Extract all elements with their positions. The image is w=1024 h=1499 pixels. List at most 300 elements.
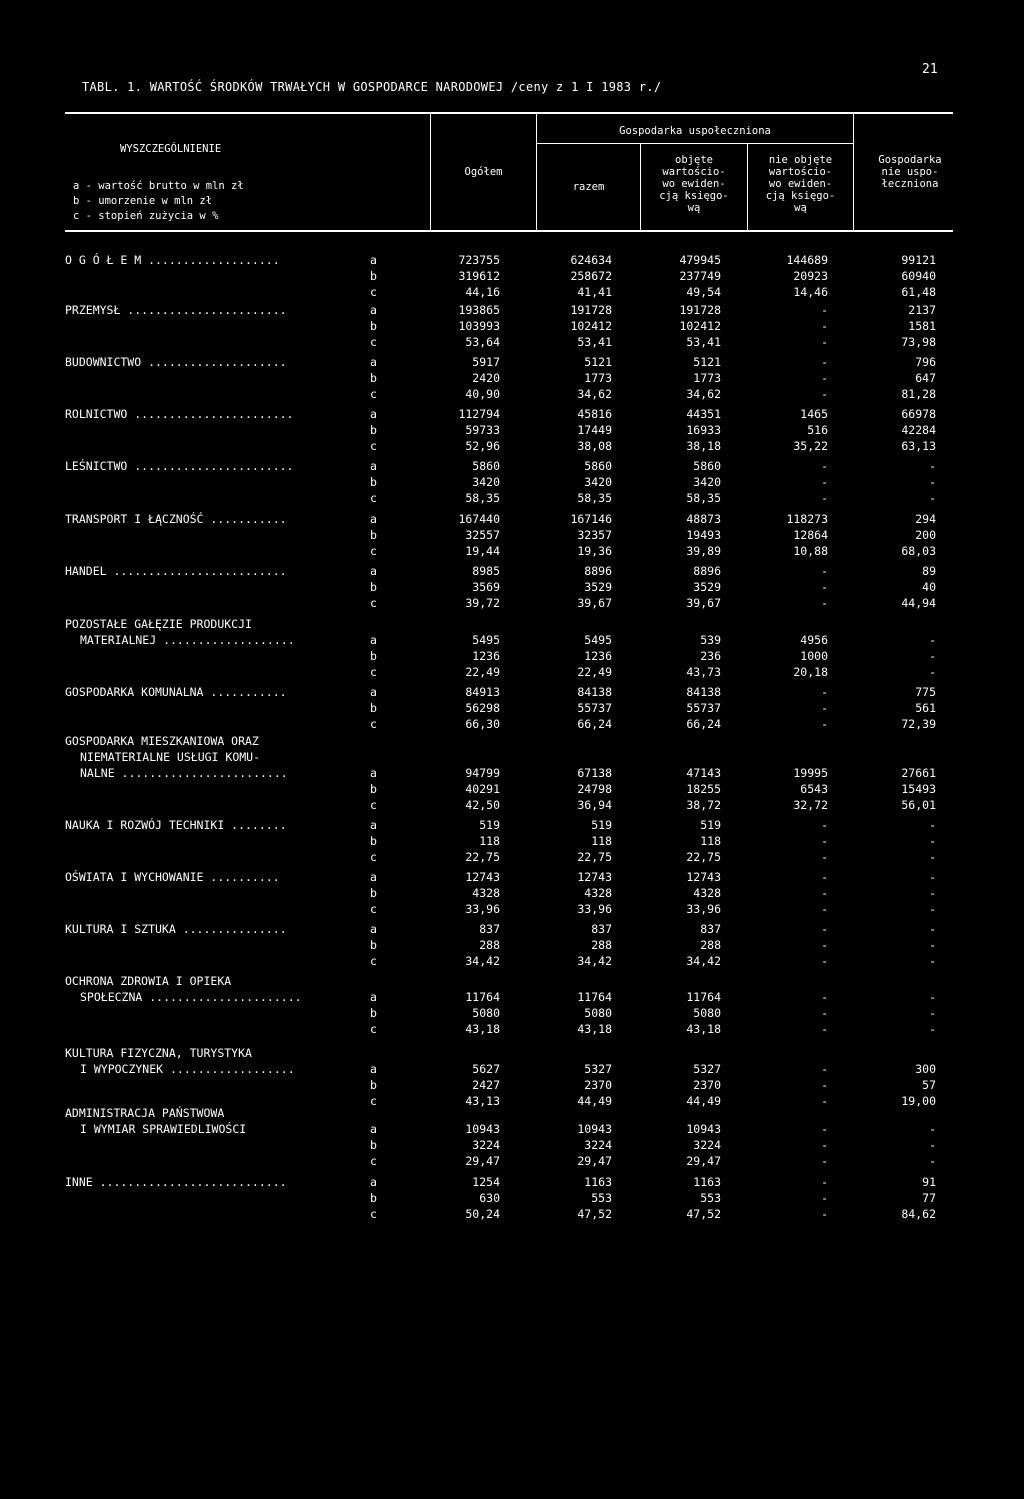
table-cell: -: [821, 371, 828, 385]
table-cell: -: [929, 818, 936, 832]
row-indicator: b: [370, 1191, 377, 1205]
table-row: [0, 954, 1024, 970]
table-cell: 44,94: [901, 596, 936, 610]
table-cell: 81,28: [901, 387, 936, 401]
table-row: [0, 870, 1024, 886]
table-cell: 41,41: [577, 285, 612, 299]
table-cell: 118: [479, 834, 500, 848]
row-label: ADMINISTRACJA PAŃSTWOWA: [65, 1106, 225, 1120]
table-row: [0, 253, 1024, 269]
row-indicator: b: [370, 938, 377, 952]
row-label: NAUKA I ROZWÓJ TECHNIKI ........: [65, 818, 287, 832]
table-row: [0, 922, 1024, 938]
row-indicator: a: [370, 990, 377, 1004]
table-row: [0, 439, 1024, 455]
table-cell: 1163: [693, 1175, 721, 1189]
row-label: LEŚNICTWO .......................: [65, 459, 294, 473]
table-row: [0, 1006, 1024, 1022]
table-row: [0, 1175, 1024, 1191]
header-ogolem: Ogółem: [464, 166, 503, 178]
table-row: [0, 459, 1024, 475]
table-cell: 288: [700, 938, 721, 952]
table-cell: 167146: [570, 512, 612, 526]
table-row: [0, 1207, 1024, 1223]
table-cell: 63,13: [901, 439, 936, 453]
table-cell: 837: [479, 922, 500, 936]
table-row: [0, 491, 1024, 507]
table-cell: 1773: [584, 371, 612, 385]
table-cell: 43,18: [465, 1022, 500, 1036]
table-cell: 3224: [584, 1138, 612, 1152]
table-cell: 29,47: [465, 1154, 500, 1168]
table-cell: 84913: [465, 685, 500, 699]
header-group-rule: [536, 143, 853, 144]
table-cell: 1236: [472, 649, 500, 663]
table-cell: 56,01: [901, 798, 936, 812]
row-label: OCHRONA ZDROWIA I OPIEKA: [65, 974, 232, 988]
table-cell: -: [821, 922, 828, 936]
table-cell: 10943: [465, 1122, 500, 1136]
table-cell: 40,90: [465, 387, 500, 401]
table-cell: -: [821, 1207, 828, 1221]
table-cell: 19493: [686, 528, 721, 542]
table-cell: 3569: [472, 580, 500, 594]
table-cell: 58,35: [686, 491, 721, 505]
table-cell: 5080: [693, 1006, 721, 1020]
row-indicator: b: [370, 701, 377, 715]
table-cell: 19,00: [901, 1094, 936, 1108]
row-indicator: b: [370, 580, 377, 594]
table-row: [0, 1078, 1024, 1094]
table-cell: -: [929, 459, 936, 473]
table-cell: -: [929, 665, 936, 679]
table-cell: 16933: [686, 423, 721, 437]
row-indicator: b: [370, 371, 377, 385]
table-cell: 837: [591, 922, 612, 936]
table-cell: 44,16: [465, 285, 500, 299]
table-cell: 53,41: [577, 335, 612, 349]
table-cell: 29,47: [577, 1154, 612, 1168]
table-cell: -: [929, 886, 936, 900]
row-indicator: b: [370, 528, 377, 542]
row-indicator: a: [370, 870, 377, 884]
table-cell: 294: [915, 512, 936, 526]
table-cell: -: [821, 1022, 828, 1036]
table-cell: 1000: [800, 649, 828, 663]
table-cell: 53,41: [686, 335, 721, 349]
table-cell: 66,24: [686, 717, 721, 731]
row-indicator: c: [370, 665, 377, 679]
legend-b: b - umorzenie w mln zł: [73, 195, 213, 207]
table-row: [0, 475, 1024, 491]
row-label-continuation: I WYPOCZYNEK ..................: [80, 1062, 295, 1076]
table-cell: 479945: [679, 253, 721, 267]
row-indicator: b: [370, 319, 377, 333]
row-indicator: b: [370, 475, 377, 489]
table-cell: 236: [700, 649, 721, 663]
table-cell: 167440: [458, 512, 500, 526]
table-cell: 6543: [800, 782, 828, 796]
table-cell: 94799: [465, 766, 500, 780]
row-indicator: b: [370, 1078, 377, 1092]
table-cell: 19995: [793, 766, 828, 780]
table-cell: 60940: [901, 269, 936, 283]
table-cell: 1581: [908, 319, 936, 333]
table-cell: -: [821, 685, 828, 699]
table-cell: 19,36: [577, 544, 612, 558]
table-cell: -: [821, 1191, 828, 1205]
table-cell: 84138: [577, 685, 612, 699]
table-cell: 42284: [901, 423, 936, 437]
row-indicator: c: [370, 285, 377, 299]
table-cell: -: [929, 1006, 936, 1020]
table-cell: 5121: [693, 355, 721, 369]
row-indicator: a: [370, 407, 377, 421]
table-cell: 103993: [458, 319, 500, 333]
row-indicator: b: [370, 834, 377, 848]
table-cell: 3224: [693, 1138, 721, 1152]
row-label: TRANSPORT I ŁĄCZNOŚĆ ...........: [65, 512, 287, 526]
table-row: [0, 1062, 1024, 1078]
row-indicator: a: [370, 253, 377, 267]
row-indicator: c: [370, 850, 377, 864]
table-row: [0, 596, 1024, 612]
table-row: [0, 633, 1024, 649]
row-label-continuation: SPOŁECZNA ......................: [80, 990, 302, 1004]
table-cell: 35,22: [793, 439, 828, 453]
table-row: [0, 355, 1024, 371]
table-cell: 68,03: [901, 544, 936, 558]
table-cell: 10943: [686, 1122, 721, 1136]
table-cell: 12743: [465, 870, 500, 884]
table-cell: -: [929, 954, 936, 968]
table-cell: 118273: [786, 512, 828, 526]
table-cell: -: [929, 1122, 936, 1136]
row-indicator: b: [370, 269, 377, 283]
table-cell: 4328: [584, 886, 612, 900]
table-cell: 12743: [686, 870, 721, 884]
row-label: KULTURA FIZYCZNA, TURYSTYKA: [65, 1046, 252, 1060]
table-cell: 8896: [584, 564, 612, 578]
table-cell: 38,18: [686, 439, 721, 453]
table-cell: 34,42: [577, 954, 612, 968]
table-cell: -: [821, 1094, 828, 1108]
table-cell: 4956: [800, 633, 828, 647]
table-cell: -: [929, 491, 936, 505]
row-indicator: c: [370, 1207, 377, 1221]
table-cell: -: [929, 870, 936, 884]
table-cell: 50,24: [465, 1207, 500, 1221]
table-cell: 57: [922, 1078, 936, 1092]
table-cell: 24798: [577, 782, 612, 796]
row-label: HANDEL .........................: [65, 564, 287, 578]
table-cell: 561: [915, 701, 936, 715]
table-cell: -: [821, 938, 828, 952]
table-row: [0, 665, 1024, 681]
table-cell: 300: [915, 1062, 936, 1076]
table-cell: 22,49: [577, 665, 612, 679]
row-indicator: c: [370, 717, 377, 731]
table-row: [0, 834, 1024, 850]
table-cell: -: [821, 475, 828, 489]
table-cell: 43,73: [686, 665, 721, 679]
table-row: [0, 407, 1024, 423]
row-label: BUDOWNICTWO ....................: [65, 355, 287, 369]
table-cell: 11764: [577, 990, 612, 1004]
table-cell: 5080: [584, 1006, 612, 1020]
table-row: [0, 303, 1024, 319]
table-cell: 10,88: [793, 544, 828, 558]
table-cell: 3529: [584, 580, 612, 594]
table-cell: 5860: [472, 459, 500, 473]
table-row: [0, 1122, 1024, 1138]
table-cell: -: [821, 954, 828, 968]
row-indicator: a: [370, 766, 377, 780]
row-indicator: c: [370, 1154, 377, 1168]
table-cell: 1465: [800, 407, 828, 421]
table-cell: -: [821, 355, 828, 369]
row-indicator: a: [370, 818, 377, 832]
table-cell: 516: [807, 423, 828, 437]
table-cell: 53,64: [465, 335, 500, 349]
table-cell: 33,96: [577, 902, 612, 916]
row-indicator: c: [370, 798, 377, 812]
table-cell: 48873: [686, 512, 721, 526]
table-cell: 200: [915, 528, 936, 542]
table-cell: 17449: [577, 423, 612, 437]
table-cell: -: [821, 1078, 828, 1092]
table-cell: -: [929, 922, 936, 936]
table-cell: -: [929, 1154, 936, 1168]
table-cell: 58,35: [465, 491, 500, 505]
table-cell: 99121: [901, 253, 936, 267]
table-cell: 191728: [570, 303, 612, 317]
table-cell: -: [929, 938, 936, 952]
table-cell: 1236: [584, 649, 612, 663]
header-group-title: Gospodarka uspołeczniona: [619, 125, 771, 137]
table-cell: -: [821, 459, 828, 473]
table-cell: 553: [591, 1191, 612, 1205]
header-nieobjete: nie objęte wartościo- wo ewiden- cją księgo- wą: [765, 154, 836, 214]
table-cell: 5860: [584, 459, 612, 473]
table-cell: 89: [922, 564, 936, 578]
table-cell: 647: [915, 371, 936, 385]
table-cell: 553: [700, 1191, 721, 1205]
table-row: [0, 528, 1024, 544]
table-cell: 33,96: [686, 902, 721, 916]
table-cell: -: [821, 1175, 828, 1189]
table-cell: 5860: [693, 459, 721, 473]
table-cell: 47143: [686, 766, 721, 780]
table-cell: 3420: [584, 475, 612, 489]
table-cell: 40: [922, 580, 936, 594]
header-razem: razem: [572, 181, 605, 193]
table-cell: -: [821, 303, 828, 317]
table-cell: 44,49: [686, 1094, 721, 1108]
table-cell: 39,72: [465, 596, 500, 610]
row-indicator: a: [370, 303, 377, 317]
table-cell: 3529: [693, 580, 721, 594]
header-objete: objęte wartościo- wo ewiden- cją księgo- wą: [659, 154, 729, 214]
table-row: [0, 990, 1024, 1006]
table-row: [0, 818, 1024, 834]
table-cell: 118: [700, 834, 721, 848]
row-indicator: b: [370, 423, 377, 437]
table-cell: 67138: [577, 766, 612, 780]
table-cell: 59733: [465, 423, 500, 437]
header-bottom-rule: [65, 230, 953, 232]
table-cell: 630: [479, 1191, 500, 1205]
row-indicator: a: [370, 685, 377, 699]
table-cell: 5327: [693, 1062, 721, 1076]
row-label-continuation: NALNE ........................: [80, 766, 288, 780]
table-cell: -: [821, 850, 828, 864]
table-row: [0, 766, 1024, 782]
table-cell: 5495: [584, 633, 612, 647]
table-cell: 32,72: [793, 798, 828, 812]
table-cell: 5495: [472, 633, 500, 647]
table-cell: 19,44: [465, 544, 500, 558]
table-cell: 519: [591, 818, 612, 832]
table-cell: 73,98: [901, 335, 936, 349]
table-row: [0, 886, 1024, 902]
table-row: [0, 938, 1024, 954]
table-row: [0, 423, 1024, 439]
table-row: [0, 319, 1024, 335]
row-indicator: c: [370, 491, 377, 505]
table-cell: 84138: [686, 685, 721, 699]
table-cell: -: [929, 649, 936, 663]
row-indicator: a: [370, 459, 377, 473]
table-cell: 102412: [570, 319, 612, 333]
row-indicator: a: [370, 1122, 377, 1136]
table-cell: -: [821, 1062, 828, 1076]
row-label: POZOSTAŁE GAŁĘZIE PRODUKCJI: [65, 617, 252, 631]
table-cell: 66978: [901, 407, 936, 421]
table-cell: 3420: [693, 475, 721, 489]
table-cell: 11764: [465, 990, 500, 1004]
table-row: [0, 701, 1024, 717]
table-cell: 27661: [901, 766, 936, 780]
table-cell: 39,67: [577, 596, 612, 610]
table-cell: 52,96: [465, 439, 500, 453]
row-indicator: c: [370, 954, 377, 968]
table-cell: 8896: [693, 564, 721, 578]
table-cell: 2427: [472, 1078, 500, 1092]
table-row: [0, 580, 1024, 596]
table-cell: 112794: [458, 407, 500, 421]
table-row: [0, 902, 1024, 918]
row-indicator: c: [370, 387, 377, 401]
table-cell: 1773: [693, 371, 721, 385]
table-cell: -: [821, 580, 828, 594]
row-indicator: b: [370, 649, 377, 663]
table-cell: 29,47: [686, 1154, 721, 1168]
row-label-continuation: NIEMATERIALNE USŁUGI KOMU-: [80, 750, 261, 764]
table-cell: 91: [922, 1175, 936, 1189]
table-row: [0, 335, 1024, 351]
table-row: [0, 387, 1024, 403]
table-cell: 34,42: [465, 954, 500, 968]
table-cell: 118: [591, 834, 612, 848]
table-row: [0, 798, 1024, 814]
table-cell: 43,18: [686, 1022, 721, 1036]
table-cell: 45816: [577, 407, 612, 421]
table-cell: 34,62: [577, 387, 612, 401]
table-row: [0, 649, 1024, 665]
row-label: PRZEMYSŁ .......................: [65, 303, 287, 317]
table-cell: 837: [700, 922, 721, 936]
table-cell: 193865: [458, 303, 500, 317]
table-cell: 2420: [472, 371, 500, 385]
table-cell: -: [821, 1138, 828, 1152]
row-label: GOSPODARKA MIESZKANIOWA ORAZ: [65, 734, 259, 748]
table-cell: 5917: [472, 355, 500, 369]
row-label-continuation: I WYMIAR SPRAWIEDLIWOŚCI: [80, 1122, 247, 1136]
table-cell: -: [929, 990, 936, 1004]
table-row: [0, 1154, 1024, 1170]
table-cell: 18255: [686, 782, 721, 796]
table-cell: 4328: [693, 886, 721, 900]
table-cell: -: [929, 1138, 936, 1152]
table-cell: 12864: [793, 528, 828, 542]
table-cell: 22,75: [465, 850, 500, 864]
table-cell: 44,49: [577, 1094, 612, 1108]
table-cell: 61,48: [901, 285, 936, 299]
row-label: KULTURA I SZTUKA ...............: [65, 922, 287, 936]
table-cell: 3420: [472, 475, 500, 489]
row-indicator: b: [370, 1138, 377, 1152]
table-row: [0, 1022, 1024, 1038]
table-cell: -: [821, 1154, 828, 1168]
row-indicator: c: [370, 596, 377, 610]
table-cell: 39,89: [686, 544, 721, 558]
table-cell: 12743: [577, 870, 612, 884]
table-cell: -: [821, 596, 828, 610]
table-cell: 43,18: [577, 1022, 612, 1036]
table-cell: -: [821, 818, 828, 832]
table-cell: 72,39: [901, 717, 936, 731]
table-cell: 258672: [570, 269, 612, 283]
table-cell: 84,62: [901, 1207, 936, 1221]
table-cell: -: [821, 902, 828, 916]
table-cell: 539: [700, 633, 721, 647]
row-indicator: c: [370, 1022, 377, 1036]
table-cell: 8985: [472, 564, 500, 578]
table-row: [0, 512, 1024, 528]
row-indicator: b: [370, 886, 377, 900]
table-title: TABL. 1. WARTOŚĆ ŚRODKÓW TRWAŁYCH W GOSPODARCE NARODOWEJ /ceny z 1 I 1983 r./: [82, 80, 662, 94]
row-label: OŚWIATA I WYCHOWANIE ..........: [65, 870, 280, 884]
table-row: [0, 850, 1024, 866]
table-cell: 2370: [693, 1078, 721, 1092]
table-cell: 5121: [584, 355, 612, 369]
row-indicator: a: [370, 564, 377, 578]
table-cell: 22,49: [465, 665, 500, 679]
table-cell: 32557: [465, 528, 500, 542]
table-cell: 39,67: [686, 596, 721, 610]
table-cell: 38,08: [577, 439, 612, 453]
table-row: [0, 269, 1024, 285]
row-indicator: a: [370, 512, 377, 526]
table-cell: -: [821, 870, 828, 884]
row-indicator: c: [370, 902, 377, 916]
row-indicator: a: [370, 1062, 377, 1076]
table-cell: 5627: [472, 1062, 500, 1076]
table-cell: 144689: [786, 253, 828, 267]
table-cell: 3224: [472, 1138, 500, 1152]
table-row: [0, 717, 1024, 733]
